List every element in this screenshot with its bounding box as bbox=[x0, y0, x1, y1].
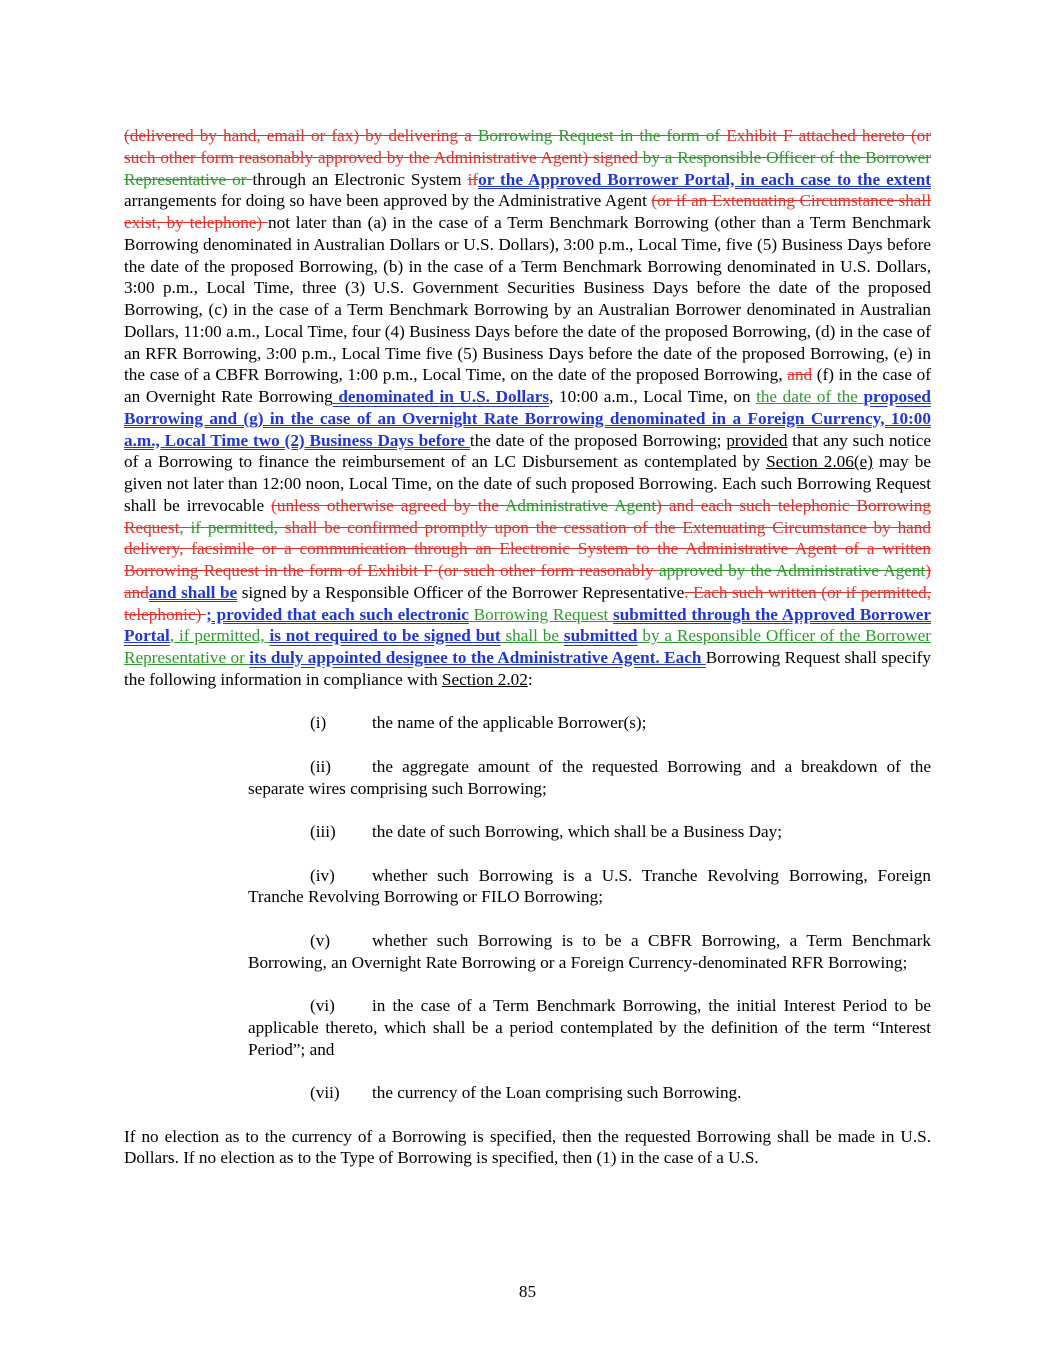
list-item-number: (vii) bbox=[310, 1083, 340, 1102]
list-item-number: (v) bbox=[310, 930, 331, 950]
text-segment-del: attached hereto (or such other form reasonably approved by the Administrative Agent) signed bbox=[124, 126, 931, 167]
list-item-text bbox=[248, 865, 931, 909]
text-segment-delg: , if permitted, bbox=[179, 517, 278, 537]
text-segment-del: . Each such written (or if permitted, telephonic) bbox=[124, 582, 931, 624]
text-segment-del: Exhibit F bbox=[726, 126, 793, 145]
text-segment-ins: submitted through the Approved Borrower Portal bbox=[124, 604, 931, 646]
text-segment-del: (or if an Extenuating Circumstance shall exist, by telephone) bbox=[124, 191, 931, 232]
text-segment-del: ) and each such telephonic Borrowing Request bbox=[124, 495, 931, 537]
list-item-number: (ii) bbox=[310, 756, 331, 776]
list-item-number: (vi) bbox=[310, 996, 335, 1015]
text-segment-del: Exhibit F bbox=[367, 561, 433, 580]
list-item-body: the aggregate amount of the requested Borrowing and a breakdown of the separate wires comprising such Borrowing; bbox=[248, 756, 931, 798]
text-segment-mov: by a Responsible Officer of the Borrower Representative or bbox=[124, 626, 931, 667]
text-segment-ins: its duly appointed designee to the Administrative Agent. Each bbox=[249, 648, 706, 667]
text-segment-delg: approved by the Administrative Agent bbox=[658, 561, 926, 580]
list-item-body: whether such Borrowing is to be a CBFR Borrowing, a Term Benchmark Borrowing, an Overnight Rate Borrowing or a Foreign Currency-denominated RFR Borrowing; bbox=[248, 930, 931, 972]
text-segment: may be given not later than 12:00 noon, Local Time, on the date of such proposed Borrowing. Each such Borrowing Request shall be irrevocable bbox=[124, 452, 931, 515]
text-segment-ins: proposed Borrowing and (g) in the case of an Overnight Rate Borrowing denominated in a Foreign Currency, 10:00 a.m., Local Time two (2) Business Days before bbox=[124, 387, 931, 450]
requirements-list bbox=[124, 712, 931, 1104]
text-segment: Borrowing Request shall specify the following information in compliance with bbox=[124, 648, 931, 689]
text-segment-mov: , if permitted, bbox=[169, 626, 270, 646]
text-segment-ins: denominated in U.S. Dollars bbox=[332, 387, 550, 406]
list-item-text bbox=[248, 930, 931, 974]
text-segment: : bbox=[527, 669, 533, 689]
text-segment: not later than (a) in the case of a Term Benchmark Borrowing (other than a Term Benchmark Borrowing denominated in Australian Dollars or U.S. Dollars), 3:00 p.m., Local Time, five (5) Business Days before the date of the proposed Borrowing, (b) in the case of a Term Benchmark Borrowing denominated in U.S. Dollars, 3:00 p.m., Local Time, three (3) U.S. Government Securities Business Days before the date of the proposed Borrowing, (c) in the case of a Term Benchmark Borrowing by an Australian Borrower denominated in Australian Dollars, 11:00 a.m., Local Time, four (4) Business Days before the date of the proposed Borrowing, (d) in the case of an RFR Borrowing, 3:00 p.m., Local Time five (5) Business Days before the date of the proposed Borrowing, (e) in the case of a CBFR Borrowing, 1:00 p.m., Local Time, on the date of the proposed Borrowing, bbox=[124, 213, 931, 385]
text-segment-mov: shall be bbox=[500, 626, 564, 646]
text-segment-delg: Administrative Agent bbox=[504, 495, 657, 515]
list-item bbox=[124, 930, 931, 974]
text-segment-del: and bbox=[787, 365, 813, 385]
text-segment: the date of the proposed Borrowing; bbox=[469, 430, 727, 450]
text-segment-delg: Borrowing Request in the form of bbox=[477, 126, 727, 145]
text-segment: (f) in the case of an Overnight Rate Borrowing bbox=[124, 365, 931, 406]
text-segment-ins: submitted bbox=[563, 626, 638, 646]
text-segment-ins: is not required to be signed but bbox=[269, 626, 501, 646]
list-item-text bbox=[248, 821, 931, 843]
list-item-number: (iii) bbox=[310, 822, 336, 841]
list-item-number: (i) bbox=[310, 713, 327, 733]
list-item-text bbox=[248, 756, 931, 800]
list-item bbox=[124, 995, 931, 1060]
page-number: 85 bbox=[518, 1282, 537, 1301]
main-paragraph bbox=[124, 125, 931, 691]
text-segment-ins: or the Approved Borrower Portal, in each case to the extent bbox=[478, 169, 931, 189]
list-item-body: in the case of a Term Benchmark Borrowing, the initial Interest Period to be applicable thereto, which shall be a period contemplated by the definition of the term “Interest Period”; and bbox=[248, 996, 931, 1059]
list-item bbox=[124, 865, 931, 909]
text-segment-del: (unless otherwise agreed by the bbox=[271, 495, 505, 515]
closing-paragraph: If no election as to the currency of a Borrowing is specified, then the requested Borrowing shall be made in U.S. Dollars. If no election as to the Type of Borrowing is specified, then (1) in the case of a U.S. bbox=[124, 1126, 931, 1168]
text-segment-del: ) and bbox=[124, 561, 931, 602]
text-segment-mov: the date of the bbox=[756, 387, 864, 406]
text-segment-ins: ; provided that each such electronic bbox=[206, 604, 469, 624]
text-segment: arrangements for doing so have been approved by the Administrative Agent bbox=[124, 191, 652, 211]
list-item bbox=[124, 756, 931, 800]
text-segment-ref: Section 2.06(e) bbox=[766, 452, 873, 472]
list-item bbox=[124, 821, 931, 843]
text-segment-ref: provided bbox=[726, 430, 788, 450]
list-item-number: (iv) bbox=[310, 865, 335, 885]
list-item-body: the currency of the Loan comprising such Borrowing. bbox=[372, 1083, 742, 1102]
text-segment-del: (delivered by hand, email or fax) by delivering a bbox=[124, 126, 478, 145]
list-item-body: whether such Borrowing is a U.S. Tranche Revolving Borrowing, Foreign Tranche Revolving Borrowing or FILO Borrowing; bbox=[248, 865, 931, 907]
text-segment-mov: Borrowing Request bbox=[468, 604, 614, 624]
text-segment-ins: and shall be bbox=[148, 582, 238, 602]
text-segment-delg: by a Responsible Officer of the Borrower Representative or bbox=[124, 147, 931, 189]
document-body bbox=[124, 125, 931, 1169]
text-segment: through an Electronic System bbox=[252, 169, 468, 189]
list-item bbox=[124, 712, 931, 734]
list-item-body: the name of the applicable Borrower(s); bbox=[372, 713, 647, 733]
text-segment-ref: Section 2.02 bbox=[441, 669, 528, 689]
list-item-text bbox=[248, 1082, 931, 1104]
text-segment: , 10:00 a.m., Local Time, on bbox=[549, 387, 757, 406]
list-item-text bbox=[248, 712, 931, 734]
text-segment-del: (or such other form reasonably bbox=[432, 561, 659, 580]
text-segment: signed by a Responsible Officer of the Borrower Representative bbox=[237, 582, 685, 602]
list-item-text bbox=[248, 995, 931, 1060]
text-segment-del: shall be confirmed promptly upon the cessation of the Extenuating Circumstance by hand delivery, facsimile or a communication through an Electronic System to the Administrative Agent of a written Borrowing Request in the form of bbox=[124, 517, 931, 580]
list-item bbox=[124, 1082, 931, 1104]
text-segment: that any such notice of a Borrowing to finance the reimbursement of an LC Disbursement as contemplated by bbox=[124, 430, 931, 472]
text-segment-del: if bbox=[467, 169, 479, 189]
list-item-body: the date of such Borrowing, which shall be a Business Day; bbox=[372, 822, 783, 841]
